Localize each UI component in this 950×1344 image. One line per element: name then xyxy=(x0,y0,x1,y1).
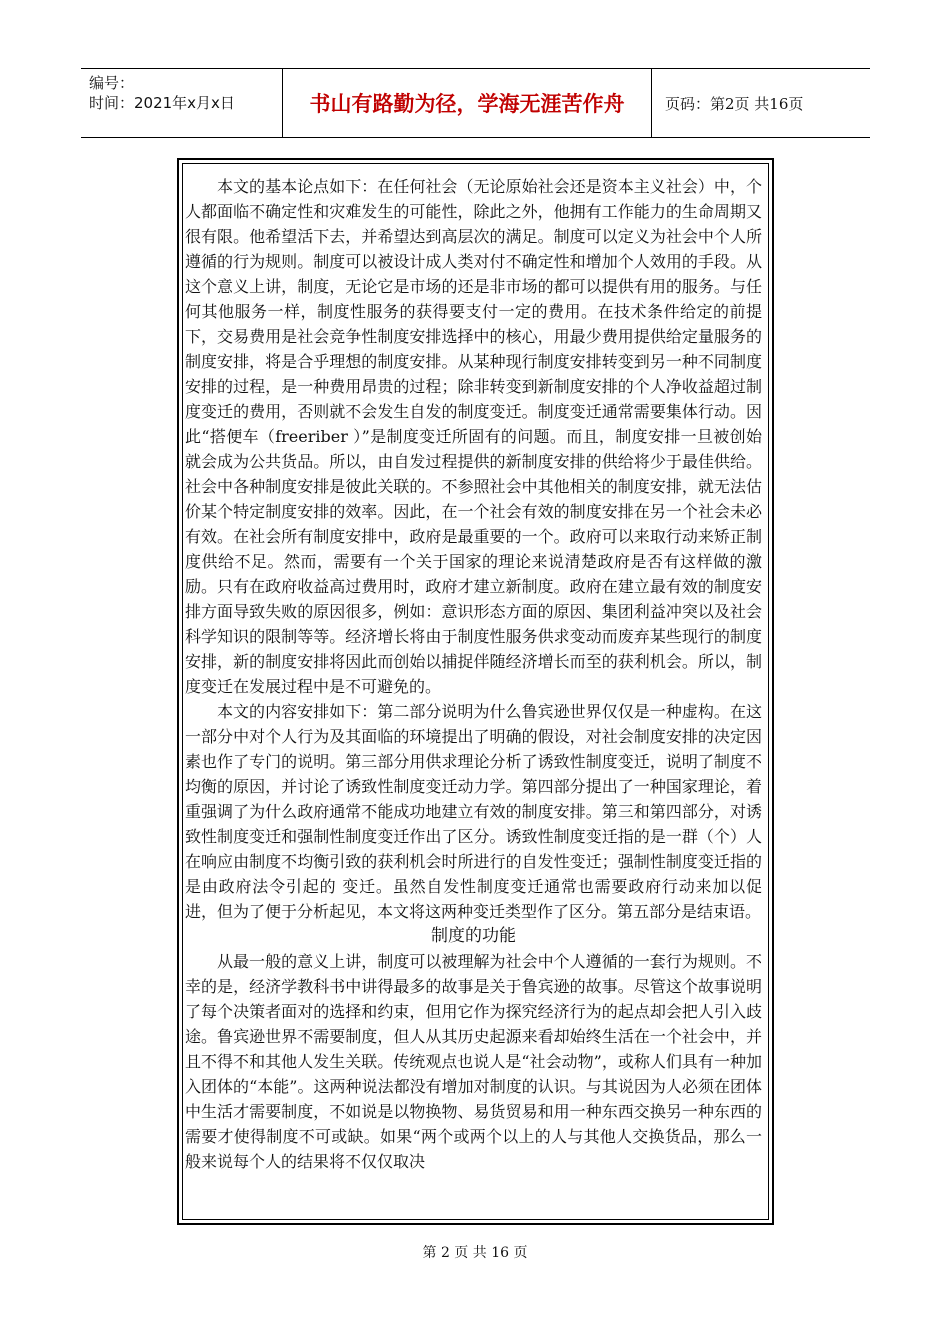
header-meta xyxy=(81,69,282,137)
document-body xyxy=(185,174,762,1174)
document-time-label: 时间：2021年x月x日 xyxy=(89,94,235,112)
body-paragraph: 本文的基本论点如下：在任何社会（无论原始社会还是资本主义社会）中，个人都面临不确定性和灾难发生的可能性，除此之外，他拥有工作能力的生命周期又很有限。他希望活下去，并希望达到高层次的满足。制度可以定义为社会中个人所遵循的行为规则。制度可以被设计成人类对付不确定性和增加个人效用的手段。从这个意义上讲，制度，无论它是市场的还是非市场的都可以提供有用的服务。与任何其他服务一样，制度性服务的获得要支付一定的费用。在技术条件给定的前提下，交易费用是社会竞争性制度安排选择中的核心，用最少费用提供给定量服务的制度安排，将是合乎理想的制度安排。从某种现行制度安排转变到另一种不同制度安排的过程，是一种费用昂贵的过程；除非转变到新制度安排的个人净收益超过制度变迁的费用，否则就不会发生自发的制度变迁。制度变迁通常需要集体行动。因此“搭便车（freeriber ）”是制度变迁所固有的问题。而且，制度安排一旦被创始就会成为公共货品。所以，由自发过程提供的新制度安排的供给将少于最佳供给。社会中各种制度安排是彼此关联的。不参照社会中其他相关的制度安排，就无法估价某个特定制度安排的效率。因此，在一个社会有效的制度安排在另一个社会未必有效。在社会所有制度安排中，政府是最重要的一个。政府可以来取行动来矫正制度供给不足。然而，需要有一个关于国家的理论来说清楚政府是否有这样做的激励。只有在政府收益高过费用时，政府才建立新制度。政府在建立最有效的制度安排方面导致失败的原因很多，例如：意识形态方面的原因、集团利益冲突以及社会科学知识的限制等等。经济增长将由于制度性服务供求变动而废弃某些现行的制度安排，新的制度安排将因此而创始以捕捉伴随经济增长而至的获利机会。所以，制度变迁在发展过程中是不可避免的。 xyxy=(185,177,762,696)
document-number-label: 编号： xyxy=(89,74,135,92)
section-paragraph: 从最一般的意义上讲，制度可以被理解为社会中个人遵循的一套行为规则。不幸的是，经济学教科书中讲得最多的故事是关于鲁宾逊的故事。尽管这个故事说明了每个决策者面对的选择和约束，但用它作为探究经济行为的起点却会把人引入歧途。鲁宾逊世界不需要制度，但人从其历史起源来看却始终生活在一个社会中，并且不得不和其他人发生关联。传统观点也说人是“社会动物”，或称人们具有一种加入团体的“本能”。这两种说法都没有增加对制度的认识。与其说因为人必须在团体中生活才需要制度，不如说是以物换物、易货贸易和用一种东西交换另一种东西的需要才使得制度不可或缺。如果“两个或两个以上的人与其他人交换货品，那么一般来说每个人的结果将不仅仅取决 xyxy=(185,952,762,1171)
page-header xyxy=(81,68,870,138)
section-heading: 制度的功能 xyxy=(431,926,516,946)
header-motto: 书山有路勤为径，学海无涯苦作舟 xyxy=(282,69,652,137)
body-paragraph: 本文的内容安排如下：第二部分说明为什么鲁宾逊世界仅仅是一种虚构。在这一部分中对个人行为及其面临的环境提出了明确的假设，对社会制度安排的决定因素也作了专门的说明。第三部分用供求理论分析了诱致性制度变迁，说明了制度不均衡的原因，并讨论了诱致性制度变迁动力学。第四部分提出了一种国家理论，着重强调了为什么政府通常不能成功地建立有效的制度安排。第三和第四部分，对诱致性制度变迁和强制性制度变迁作出了区分。诱致性制度变迁指的是一群（个）人在响应由制度不均衡引致的获利机会时所进行的自发性变迁；强制性制度变迁指的是由政府法令引起的 变迁。虽然自发性制度变迁通常也需要政府行动来加以促进，但为了便于分析起见，本文将这两种变迁类型作了区分。第五部分是结束语。 xyxy=(185,702,762,921)
content-frame xyxy=(177,158,774,1225)
header-page-info: 页码：第2页 共16页 xyxy=(665,94,804,113)
page-footer: 第 2 页 共 16 页 xyxy=(422,1245,528,1261)
